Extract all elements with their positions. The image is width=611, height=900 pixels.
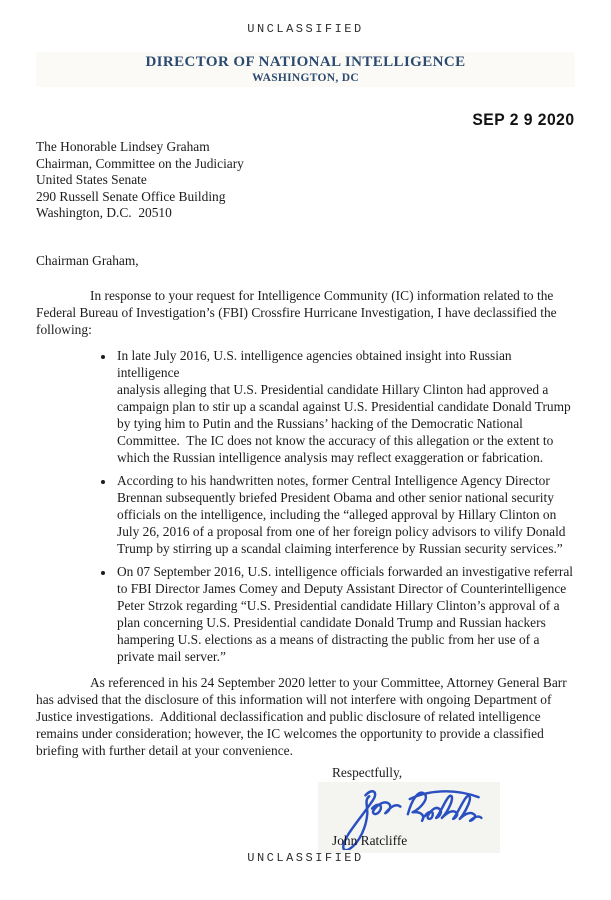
date-stamp: SEP 2 9 2020 xyxy=(472,111,575,129)
date-stamp-row xyxy=(36,111,575,131)
closing-paragraph: As referenced in his 24 September 2020 letter to your Committee, Attorney General Barr has advised that the disclosure of this information will not interfere with ongoing Department of Justice investigations. Additional declassification and public disclosure of related intelligence remains under consideration; however, the IC welcomes the opportunity to provide a classified briefing with further detail at your convenience. xyxy=(36,674,567,758)
list-item: • On 07 September 2016, U.S. intelligence officials forwarded an investigative referral to FBI Director James Comey and Deputy Assistant Director of Counterintelligence Peter Strzok regarding “U.S. Presidential candidate Hillary Clinton’s approval of a plan concerning U.S. Presidential candidate Donald Trump and Russian hackers hampering U.S. elections as a means of distracting the public from her use of a private mail server.” xyxy=(115,563,575,665)
recipient-address-block: The Honorable Lindsey Graham Chairman, Committee on the Judiciary United States Senate 290 Russell Senate Office Building Washington, D.C. 20510 xyxy=(36,139,244,220)
letterhead-title: DIRECTOR OF NATIONAL INTELLIGENCE xyxy=(145,54,466,70)
letterhead-subtitle: WASHINGTON, DC xyxy=(252,72,359,84)
intro-paragraph: In response to your request for Intelligence Community (IC) information related to the Federal Bureau of Investigation’s (FBI) Crossfire Hurricane Investigation, I have declassified the following: xyxy=(36,287,557,337)
declassified-items-list xyxy=(36,347,575,665)
signer-typed-name: John Ratcliffe xyxy=(332,832,408,848)
classification-banner-bottom: UNCLASSIFIED xyxy=(247,851,364,865)
list-item: • According to his handwritten notes, former Central Intelligence Agency Director Brennan subsequently briefed President Obama and other senior national security officials on the intelligence, including the “alleged approval by Hillary Clinton on July 26, 2016 of a proposal from one of her foreign policy advisors to vilify Donald Trump by stirring up a scandal claiming interference by Russian security services.” xyxy=(115,472,575,557)
signature-block xyxy=(318,782,500,853)
letterhead xyxy=(36,52,575,87)
classification-banner-top: UNCLASSIFIED xyxy=(247,22,364,36)
list-item: • In late July 2016, U.S. intelligence agencies obtained insight into Russian intelligence analysis alleging that U.S. Presidential candidate Hillary Clinton had approved a campaign plan to stir up a scandal against U.S. Presidential candidate Donald Trump by tying him to Putin and the Russians’ hacking of the Democratic National Committee. The IC does not know the accuracy of this allegation or the extent to which the Russian intelligence analysis may reflect exaggeration or fabrication. xyxy=(115,347,575,466)
valediction: Respectfully, xyxy=(332,764,403,780)
salutation: Chairman Graham, xyxy=(36,252,139,268)
